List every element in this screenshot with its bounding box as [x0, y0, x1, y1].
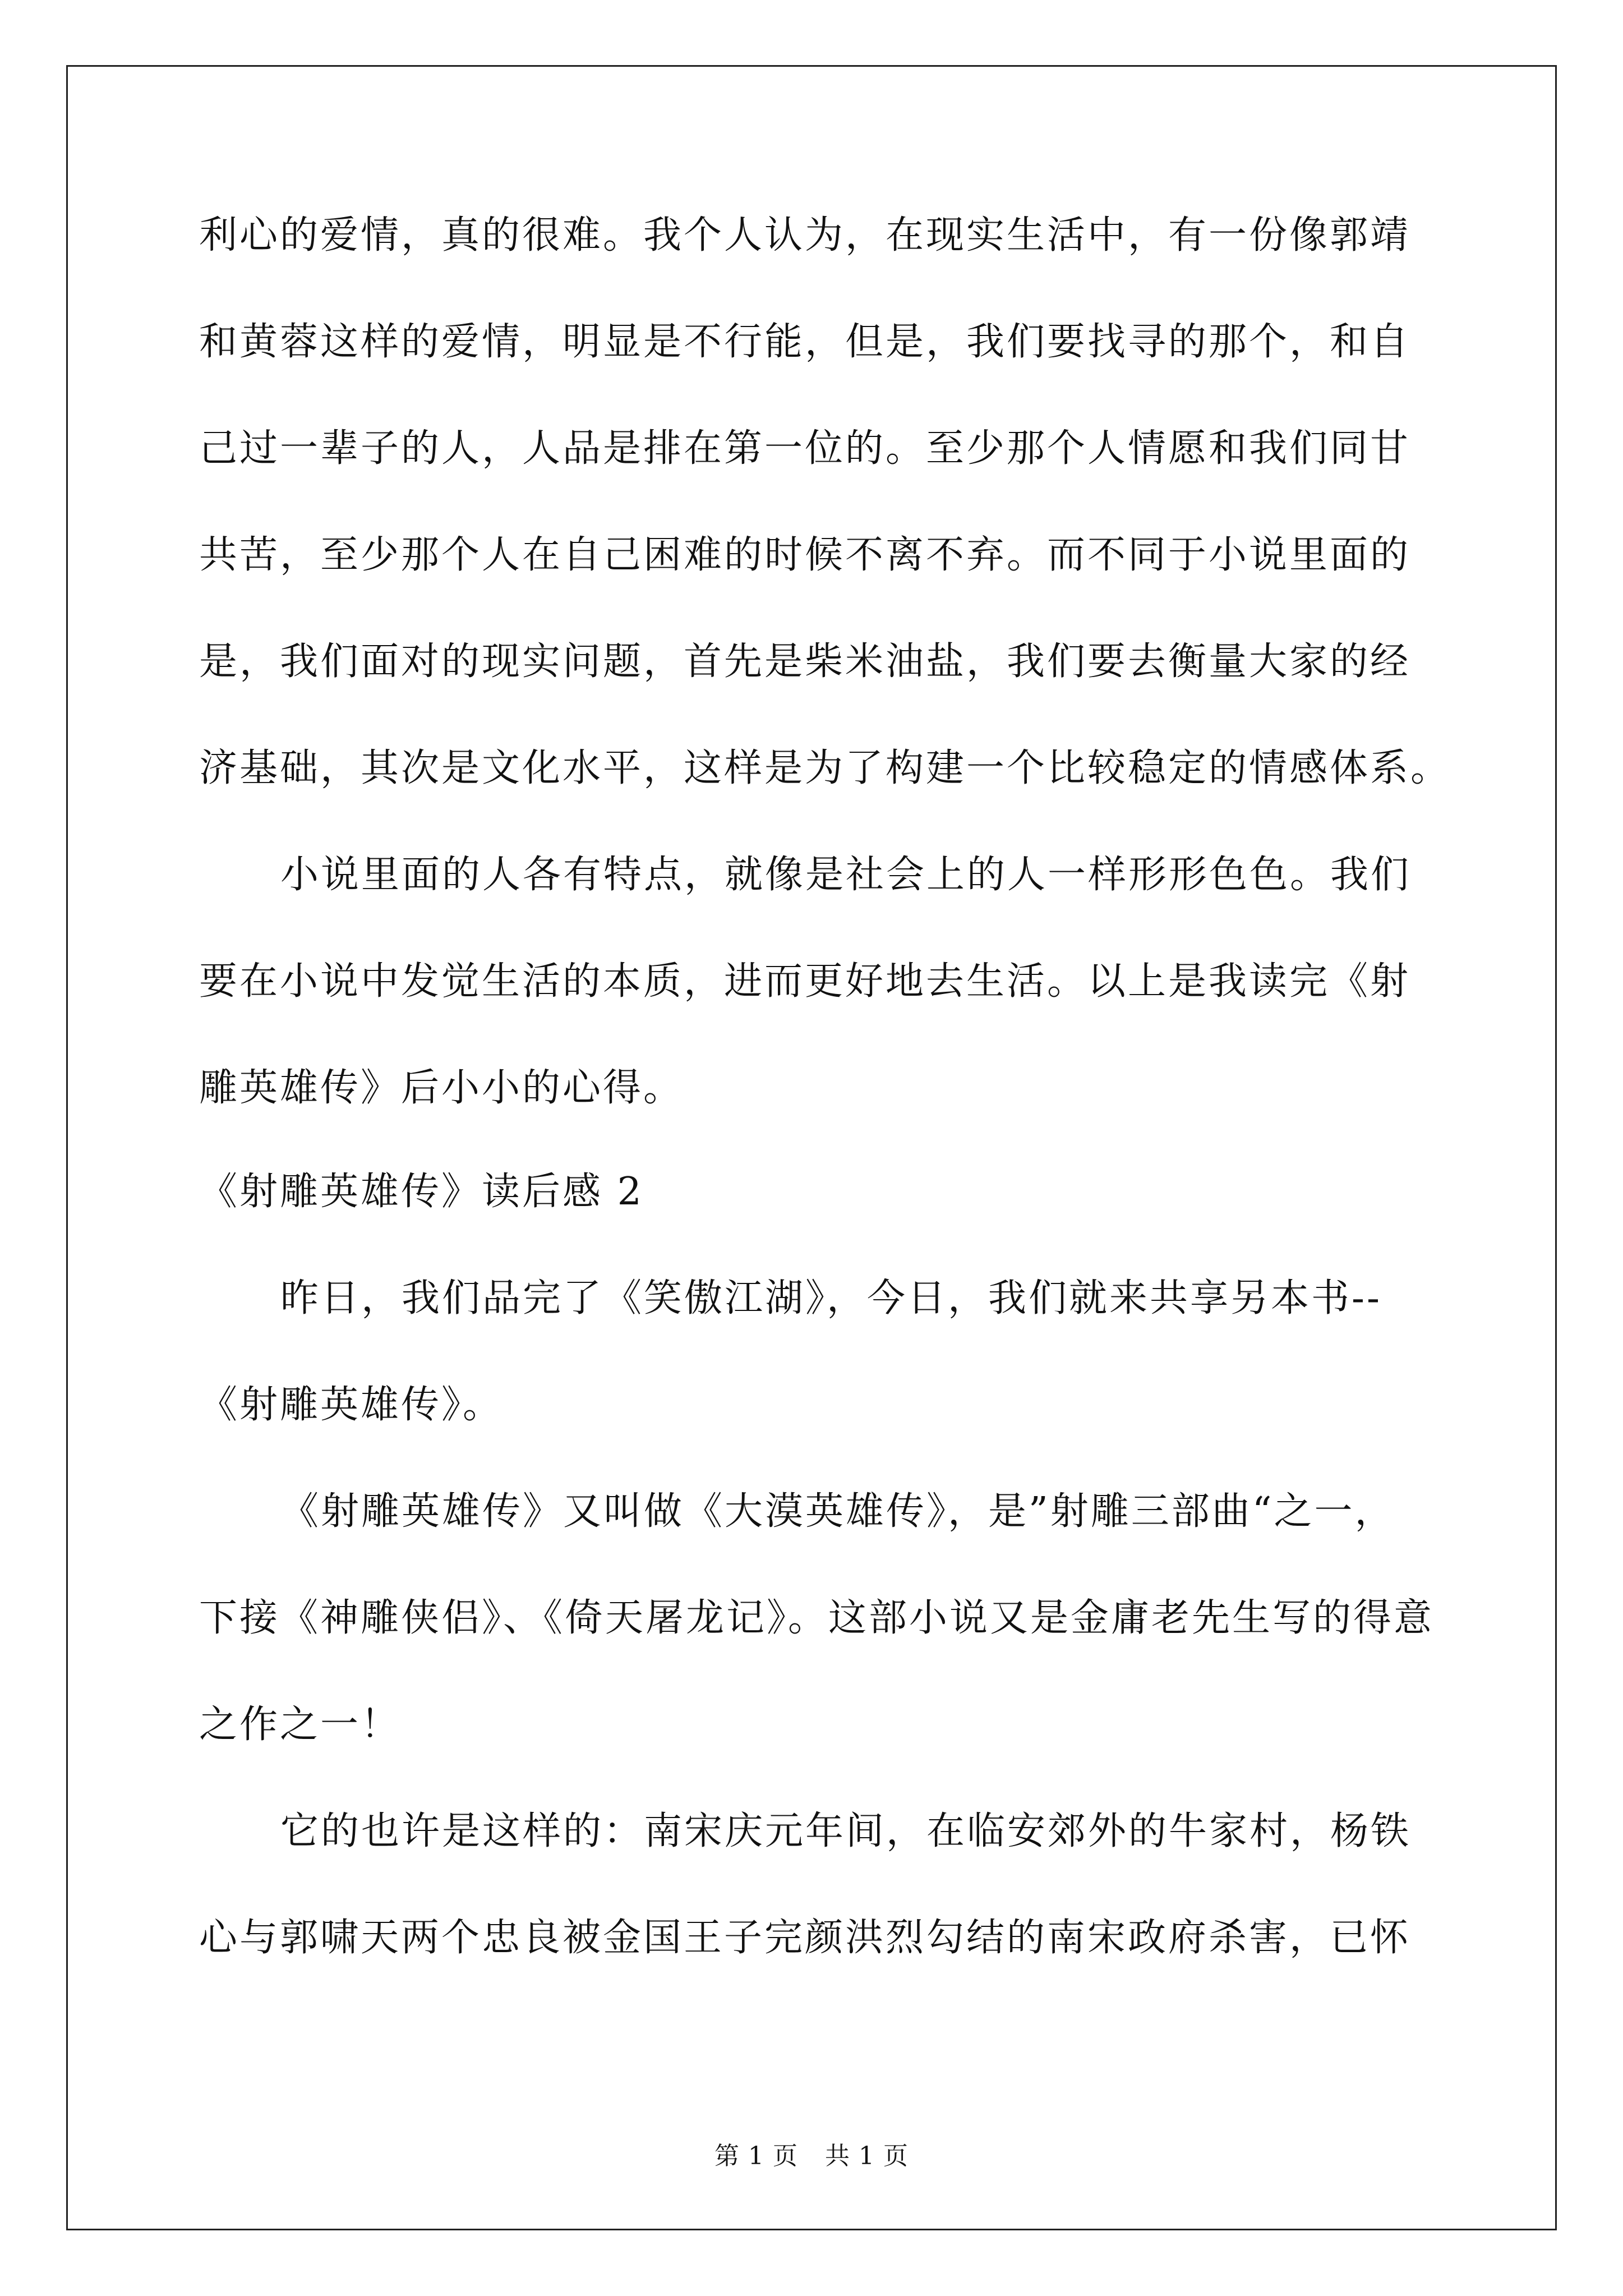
- text-line: 心与郭啸天两个忠良被金国王子完颜洪烈勾结的南宋政府杀害，已怀: [199, 1916, 1411, 1960]
- text-line: 之作之一！: [199, 1703, 402, 1747]
- paragraph-first-line: 它的也许是这样的：南宋庆元年间，在临安郊外的牛家村，杨铁: [280, 1809, 1412, 1853]
- text-line: 要在小说中发觉生活的本质，进而更好地去生活。以上是我读完《射: [199, 959, 1411, 1004]
- text-line: 下接《神雕侠侣》、《倚天屠龙记》。这部小说又是金庸老先生写的得意: [199, 1596, 1435, 1640]
- text-line: 雕英雄传》后小小的心得。: [199, 1066, 684, 1110]
- text-line: 是，我们面对的现实问题，首先是柴米油盐，我们要去衡量大家的经: [199, 639, 1411, 684]
- paragraph-first-line: 昨日，我们品完了《笑傲江湖》，今日，我们就来共享另本书--: [280, 1276, 1382, 1320]
- page-total: 共 1 页: [825, 2142, 909, 2170]
- section-heading: 《射雕英雄传》读后感 2: [199, 1170, 644, 1214]
- paragraph-first-line: 《射雕英雄传》又叫做《大漠英雄传》，是”射雕三部曲“之一，: [280, 1489, 1395, 1534]
- text-line: 和黄蓉这样的爱情，明显是不行能，但是，我们要找寻的那个，和自: [199, 320, 1411, 364]
- page-footer: [0, 2141, 1623, 2172]
- text-line: 己过一辈子的人，人品是排在第一位的。至少那个人情愿和我们同甘: [199, 426, 1411, 471]
- paragraph-first-line: 小说里面的人各有特点，就像是社会上的人一样形形色色。我们: [280, 853, 1412, 897]
- text-line: 《射雕英雄传》。: [199, 1383, 504, 1427]
- text-line: 利心的爱情，真的很难。我个人认为，在现实生活中，有一份像郭靖: [199, 213, 1411, 257]
- text-line: 济基础，其次是文化水平，这样是为了构建一个比较稳定的情感体系。: [199, 746, 1451, 790]
- page-border: [66, 65, 1557, 2230]
- text-line: 共苦，至少那个人在自己困难的时候不离不弃。而不同于小说里面的: [199, 533, 1411, 577]
- page-number: 第 1 页: [714, 2142, 798, 2170]
